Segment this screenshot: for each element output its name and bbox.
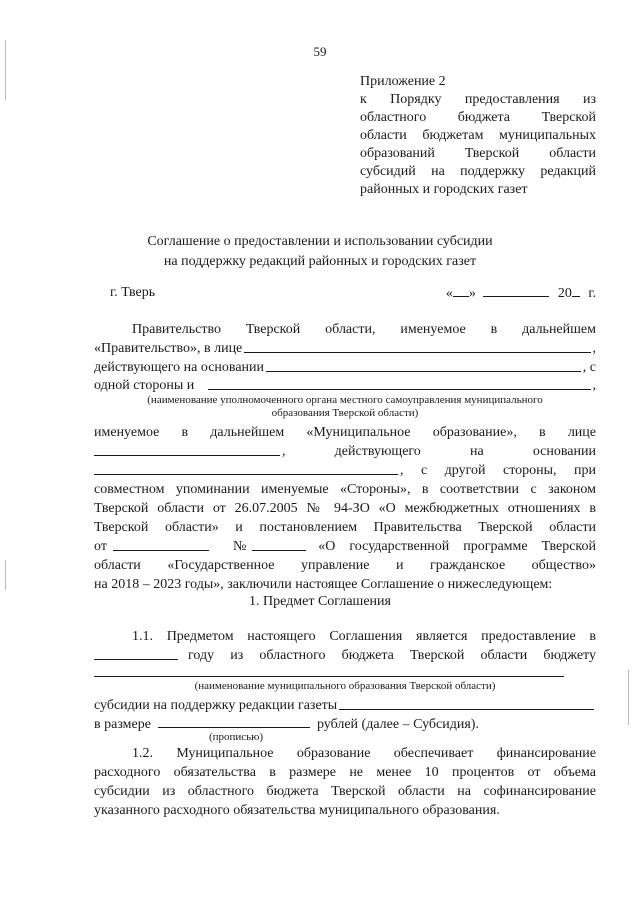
- appendix-header: [360, 73, 596, 199]
- mo-basis-blank[interactable]: [94, 461, 398, 475]
- appendix-line: субсидий на поддержку редакций: [360, 164, 596, 179]
- title-line-1: Соглашение о предоставлении и использовании субсидии: [147, 234, 493, 249]
- body-text: именуемое в дальнейшем «Муниципальное образование», в лице: [94, 425, 596, 440]
- body-line: действующего на основании , с: [94, 360, 596, 375]
- day-blank[interactable]: [453, 283, 469, 297]
- caption-organ: (наименование уполномоченного органа местного самоуправления муниципального образования Тверской области): [147, 394, 543, 419]
- body-line: одной стороны и ,: [94, 378, 596, 393]
- date-field: « » 20 г.: [446, 283, 596, 303]
- basis-blank[interactable]: [266, 358, 581, 372]
- body-line: «Правительство», в лице ,: [94, 341, 596, 356]
- body-line: 1.1. Предметом настоящего Соглашения является предоставление в: [132, 629, 596, 644]
- body-line: году из областного бюджета Тверской области бюджету: [94, 646, 596, 665]
- section-heading: 1. Предмет Соглашения: [249, 594, 391, 609]
- body-line: совместном упоминании именуемые «Стороны», в соответствии с законом: [94, 482, 596, 497]
- document-title: [0, 232, 640, 272]
- body-line: в размере рублей (далее – Субсидия).: [94, 714, 596, 734]
- caption-mo: (наименование муниципального образования Тверской области): [194, 680, 496, 692]
- appendix-line: образований Тверской области: [360, 146, 596, 161]
- body-line: субсидии на поддержку редакции газеты: [94, 696, 596, 715]
- resolution-date-blank[interactable]: [113, 537, 209, 551]
- body-line: от № «О государственной программе Тверской: [94, 539, 596, 554]
- right-margin-mark: [628, 670, 629, 725]
- appendix-line: районных и городских газет: [360, 182, 528, 197]
- mo-name-blank[interactable]: [94, 663, 564, 677]
- appendix-line: к Порядку предоставления из: [360, 92, 596, 107]
- body-line: расходного обязательства в размере не менее 10 процентов от объема: [94, 765, 596, 780]
- body-line: Тверской области» и постановлением Правительства Тверской области: [94, 520, 596, 535]
- representative-blank[interactable]: [244, 339, 590, 353]
- appendix-line: области бюджетам муниципальных: [360, 128, 596, 143]
- appendix-line: областного бюджета Тверской: [360, 110, 596, 125]
- body-line: [94, 423, 596, 442]
- month-blank[interactable]: [483, 283, 549, 297]
- left-margin-mark-lower: [5, 560, 6, 590]
- organ-blank[interactable]: [208, 376, 590, 390]
- resolution-number-blank[interactable]: [252, 537, 306, 551]
- place-date-line: [110, 283, 596, 302]
- appendix-line: Приложение 2: [360, 74, 446, 89]
- mo-representative-blank[interactable]: [94, 442, 280, 456]
- body-line: 1.2. Муниципальное образование обеспечивает финансирование: [132, 746, 596, 761]
- newspaper-blank[interactable]: [339, 696, 594, 710]
- body-line: Тверской области от 26.07.2005 № 94-ЗО «О межбюджетных отношениях в: [94, 501, 596, 516]
- body-line: области «Государственное управление и гражданское общество»: [94, 558, 596, 573]
- body-line: указанного расходного обязательства муниципального образования.: [94, 803, 500, 818]
- caption-words: (прописью): [208, 731, 264, 743]
- body-line: субсидии из областного бюджета Тверской области на софинансирование: [94, 784, 596, 799]
- body-text: Правительство Тверской области, именуемое в дальнейшем: [132, 322, 596, 337]
- body-line: на 2018 – 2023 годы», заключили настоящее Соглашение о нижеследующем:: [94, 577, 553, 592]
- amount-blank[interactable]: [158, 714, 310, 728]
- body-line: , с другой стороны, при: [94, 461, 596, 480]
- body-line: [132, 320, 596, 339]
- page-number: 59: [313, 44, 327, 59]
- body-line: , действующего на основании: [94, 442, 596, 461]
- title-line-2: на поддержку редакций районных и городских газет: [163, 254, 477, 269]
- year-blank-subsidy[interactable]: [94, 646, 178, 660]
- city: г. Тверь: [110, 285, 156, 300]
- year-blank[interactable]: [572, 283, 580, 297]
